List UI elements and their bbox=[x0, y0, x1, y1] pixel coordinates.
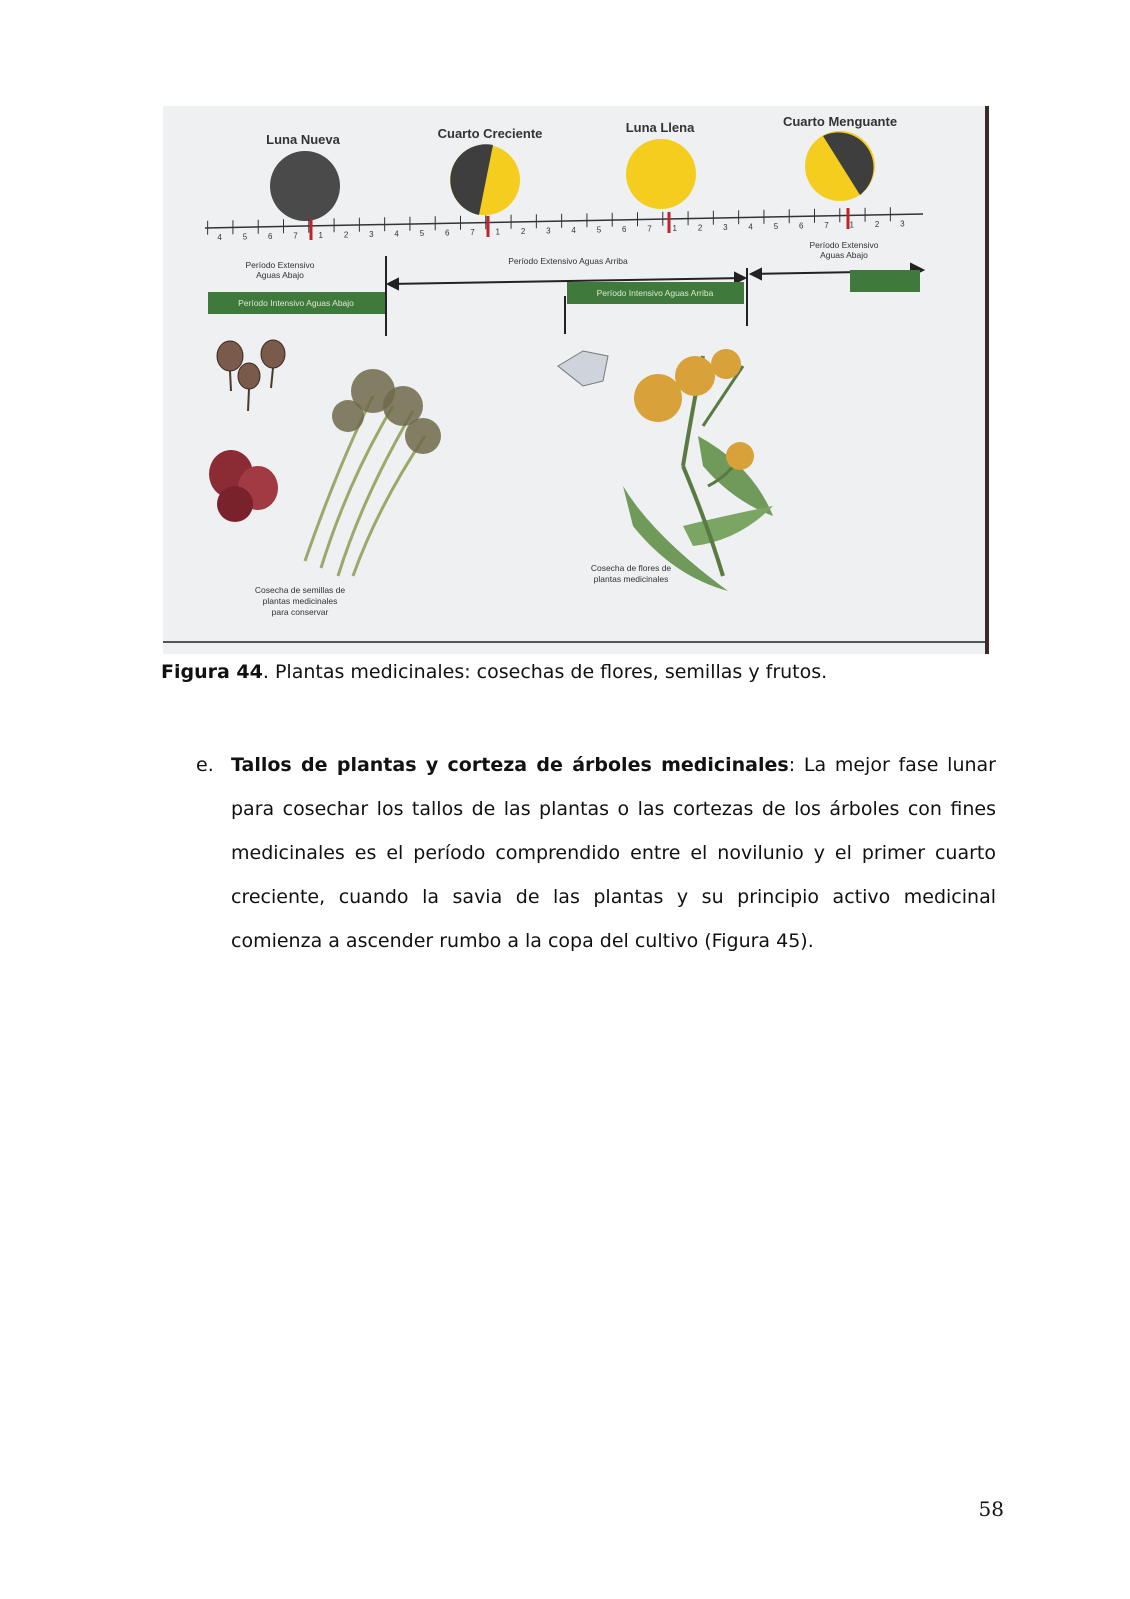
timeline-day-number: 2 bbox=[874, 219, 880, 229]
phase-label: Cuarto Menguante bbox=[782, 114, 898, 129]
timeline-day-number: 1 bbox=[495, 227, 501, 237]
timeline-day-number: 5 bbox=[419, 228, 425, 238]
figure-caption-text: . Plantas medicinales: cosechas de flores, semillas y frutos. bbox=[262, 661, 828, 683]
timeline-day-number: 7 bbox=[470, 227, 475, 237]
timeline-day-number: 1 bbox=[318, 230, 324, 240]
timeline-day-number: 6 bbox=[267, 231, 273, 241]
timeline-day-number: 2 bbox=[520, 226, 526, 236]
list-item-body bbox=[231, 743, 996, 963]
phase-label: Cuarto Creciente bbox=[437, 126, 543, 141]
timeline-day-number: 6 bbox=[621, 224, 627, 234]
figure-caption bbox=[161, 661, 827, 683]
last-quarter-moon-icon bbox=[805, 131, 875, 201]
timeline-day-number: 1 bbox=[672, 223, 678, 233]
timeline-day-number: 5 bbox=[773, 221, 779, 231]
lunar-harvest-figure bbox=[163, 106, 989, 654]
timeline-day-number: 4 bbox=[394, 229, 399, 239]
intensive-down-band-2 bbox=[850, 270, 920, 292]
list-marker: e. bbox=[196, 754, 214, 776]
page-number: 58 bbox=[978, 1497, 1004, 1521]
period-label: Período Extensivo bbox=[245, 260, 315, 270]
timeline-day-number: 7 bbox=[824, 220, 829, 230]
umbel-plant-illustration bbox=[305, 369, 441, 576]
timeline-day-number: 1 bbox=[849, 220, 855, 230]
phase-label: Luna Nueva bbox=[266, 132, 340, 147]
timeline-day-number: 6 bbox=[444, 228, 450, 238]
figure-caption-label: Figura 44 bbox=[161, 661, 263, 683]
seed-harvest-note: Cosecha de semillas de bbox=[254, 585, 346, 595]
first-quarter-moon-icon bbox=[450, 144, 520, 215]
timeline-day-number: 7 bbox=[647, 224, 652, 234]
timeline-day-number: 7 bbox=[293, 231, 298, 241]
flower-harvest-note: plantas medicinales bbox=[593, 574, 669, 584]
timeline-day-number: 5 bbox=[242, 232, 248, 242]
seed-harvest-note: para conservar bbox=[271, 607, 329, 617]
new-moon-icon bbox=[270, 151, 340, 221]
timeline-day-number: 4 bbox=[217, 232, 222, 242]
list-item-text: : La mejor fase lunar para cosechar los tallos de las plantas o las cortezas de los árboles con fines medicinales es el período comprendido entre el novilunio y el primer cuarto creciente, cuando la savia de las plantas y su principio activo medicinal comienza a ascender rumbo a la copa del cultivo (Figura 45). bbox=[231, 754, 996, 952]
full-moon-icon bbox=[626, 139, 696, 209]
period-label: Período Extensivo Aguas Arriba bbox=[508, 256, 628, 266]
timeline-day-number: 3 bbox=[900, 219, 905, 229]
timeline-day-number: 3 bbox=[369, 229, 374, 239]
flower-harvest-note: Cosecha de flores de bbox=[590, 563, 672, 573]
phase-label: Luna Llena bbox=[625, 120, 695, 135]
list-item-title: Tallos de plantas y corteza de árboles medicinales bbox=[231, 754, 789, 776]
band-label: Período Intensivo Aguas Arriba bbox=[596, 288, 714, 298]
band-label: Período Intensivo Aguas Abajo bbox=[238, 298, 354, 308]
period-label: Aguas Abajo bbox=[820, 250, 868, 260]
red-fruit-illustration bbox=[209, 450, 278, 522]
calendula-plant-illustration bbox=[558, 349, 773, 591]
seed-harvest-note: plantas medicinales bbox=[262, 596, 338, 606]
timeline-day-number: 6 bbox=[798, 221, 804, 231]
timeline-day-number: 2 bbox=[343, 230, 349, 240]
timeline-day-number: 4 bbox=[748, 222, 753, 232]
timeline-day-number: 3 bbox=[723, 222, 728, 232]
timeline-day-number: 2 bbox=[697, 223, 703, 233]
seed-pods-illustration bbox=[217, 340, 285, 411]
lunar-calendar-illustration bbox=[163, 106, 989, 654]
timeline-day-number: 5 bbox=[596, 225, 602, 235]
timeline-day-number: 3 bbox=[546, 226, 551, 236]
period-label: Aguas Abajo bbox=[256, 270, 304, 280]
timeline-day-number: 4 bbox=[571, 225, 576, 235]
period-label: Período Extensivo bbox=[809, 240, 879, 250]
